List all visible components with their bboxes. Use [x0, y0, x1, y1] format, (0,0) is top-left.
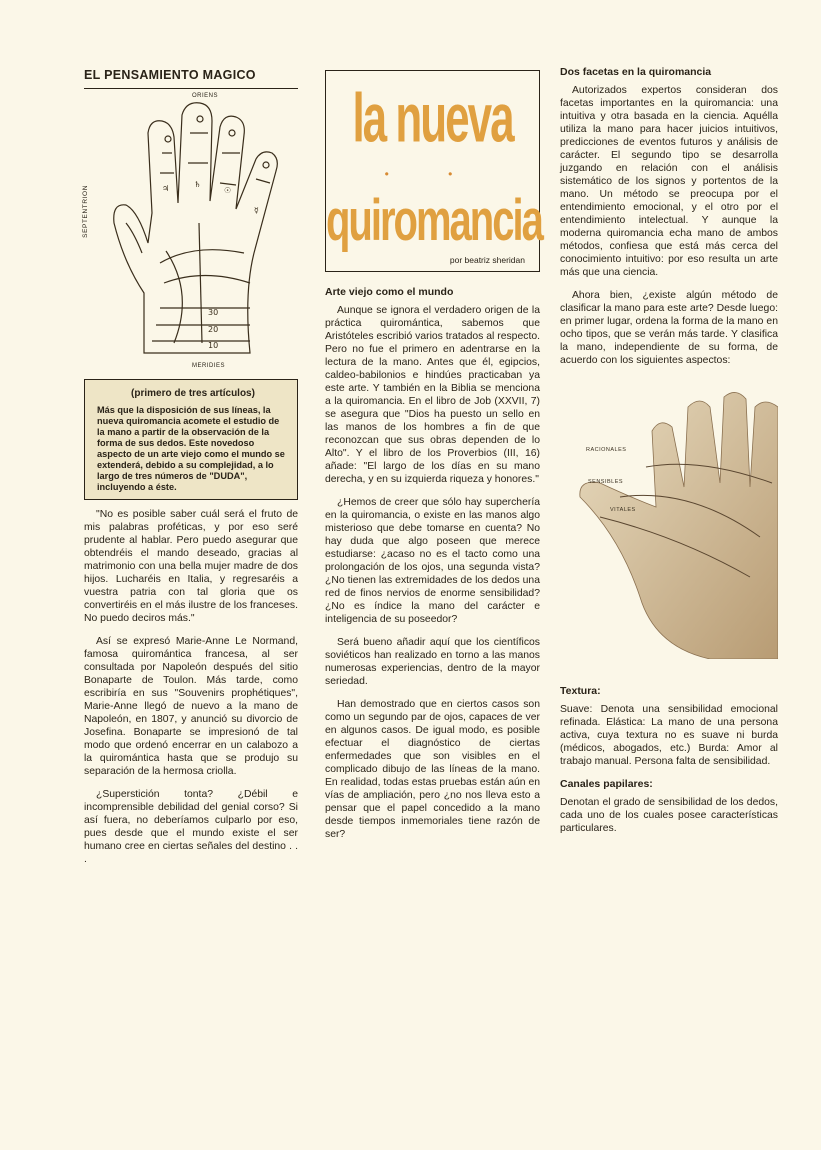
svg-text:30: 30 [208, 308, 219, 317]
infobox-text: Más que la disposición de sus líneas, la nueva quiromancia acomete el estudio de la mano a partir de la observación de la forma de sus dedos. Este novedoso aspecto de un arte viejo como el mundo se extenderá, debido a su complejidad, a lo largo de tres números de "DUDA", incluyendo a éste. [97, 405, 285, 492]
svg-text:♄: ♄ [194, 180, 202, 189]
article-title-box [325, 70, 540, 272]
svg-text:20: 20 [208, 325, 219, 334]
column-right [560, 60, 778, 845]
svg-text:☉: ☉ [224, 186, 232, 195]
paragraph: Han demostrado que en ciertos casos son como un segundo par de ojos, capaces de ver en algunos casos. De igual modo, es posible efectuar el diagnóstico de ciertas enfermedades que son visibles en el complicado dibujo de las líneas de la mano. En realidad, todas estas pruebas están aún en vías de ampliación, pero ¿no nos lleva esto a pensar que el papel concedido a la mano desde tiempos inmemoriales tiene razón de ser? [325, 699, 540, 840]
subhead: Dos facetas en la quiromancia [560, 66, 712, 78]
intro-infobox [84, 379, 298, 500]
palmistry-hand-illustration [84, 93, 298, 375]
svg-text:♃: ♃ [162, 184, 170, 193]
subhead-canales: Canales papilares: [560, 778, 653, 790]
photo-label-vitales: VITALES [610, 507, 636, 513]
paragraph: Suave: Denota una sensibilidad emocional refinada. Elástica: La mano de una persona activa, cuya textura no es suave ni burda (médicos, abogados, etc.) Burda: Amor al trabajo manual. Persona falta de sensibilidad. [560, 704, 778, 767]
section-title: EL PENSAMIENTO MAGICO [84, 68, 298, 89]
title-dots-decoration: • • [384, 167, 481, 181]
paragraph: Ahora bien, ¿existe algún método de clasificar la mano para este arte? Desde luego: en primer lugar, ordena la forma de la mano en ocho tipos, que se verán más tarde. Y clasifica la mano, independiente de su forma, de acuerdo con los siguientes aspectos: [560, 290, 778, 366]
photo-label-racionales: RACIONALES [586, 447, 627, 453]
subhead: Arte viejo como el mundo [325, 286, 454, 298]
subhead-textura: Textura: [560, 685, 601, 697]
infobox-title: (primero de tres artículos) [131, 388, 255, 399]
paragraph: Denotan el grado de sensibilidad de los dedos, cada uno de los cuales posee características particulares. [560, 797, 778, 834]
svg-text:10: 10 [208, 341, 219, 350]
paragraph: ¿Superstición tonta? ¿Débil e incomprensible debilidad del genial corso? Si así fuera, no deberíamos culparlo por eso, pues desde que el mundo existe el ser humano cree en ciertas señales del destino . . . [84, 789, 298, 865]
paragraph: Así se expresó Marie-Anne Le Normand, famosa quiromántica francesa, al ser consultada por Napoleón después del sitio Bonaparte de Toulon. Más tarde, como escribiría en sus "Souvenirs prophétiques", Marie-Anne llegó de nuevo a la mano de Napoleón, en 1807, y anunció su divorcio de Josefina. Bonaparte se impresionó de tal modo que ordenó encerrar en un calabozo a la quiromántica hasta que se produjo su separación de la hermosa criolla. [84, 636, 298, 777]
paragraph: Será bueno añadir aquí que los científicos soviéticos han realizado en torno a las manos numerosas experiencias, dentro de la mayor seriedad. [325, 637, 540, 687]
hand-top-label: ORIENS [192, 93, 219, 99]
hand-photo-image-icon [560, 387, 778, 659]
paragraph: ¿Hemos de creer que sólo hay superchería en la quiromancia, o existe en las manos algo misterioso que debe tomarse en cuenta? No hay duda que algo poseen que merece estudiarse: ¿acaso no es el tacto como una prolongación de los ojos, una segunda vista? ¿No tienen las extremidades de los dedos una red de finos nervios de enorme sensibilidad? ¿No es índice la mano del carácter e inteligencia de su poseedor? [325, 497, 540, 625]
article-title-line1: la nueva [352, 81, 513, 157]
paragraph: "No es posible saber cuál será el fruto de mis palabras proféticas, y por eso seré prudente al hablar. Pero puedo asegurar que obtendréis el mando deseado, gracias al matrimonio con una bella mujer madre de dos hijos. Lucharéis en Italia, y regresaréis a vuestra patria con tal gloria que os convertiréis en el más ilustre de los franceses. No puedo deciros más." [84, 509, 298, 624]
article-title-line2: quiromancia [326, 189, 542, 253]
hand-drawing-icon [104, 93, 294, 375]
column-left [84, 60, 298, 876]
paragraph: Aunque se ignora el verdadero origen de la práctica quiromántica, sabemos que Aristóteles escribió varios tratados al respecto. Pero no fue el primero en adentrarse en la lectura de la mano. Antes que él, egipcios, caldeo-babilonios e hindúes practicaban ya este arte. Y también en la Biblia se menciona a la quiromancia. En el libro de Job (XXVII, 7) se asegura que "Dios ha puesto un sello en las manos de los hombres a fin de que reconozcan que sus obras dependen de lo Alto". Y el libro de los Proverbios (III, 16) añade: "El largo de los días en su mano derecha, y en su izquierda riqueza y honores." [325, 305, 540, 485]
svg-text:☿: ☿ [254, 206, 259, 215]
column-middle [325, 60, 540, 851]
hand-photo [560, 387, 778, 659]
paragraph: Autorizados expertos consideran dos facetas importantes en la quiromancia: una intuitiva y otra basada en la ciencia. Aquélla utiliza la mano para hacer juicios intuitivos, predicciones de eventos futuros y análisis de carácter. El segundo tipo se desarrolla juzgando en relación con el análisis sistemático de los signos y portentos de la mano. Un método se preocupa por el entendimiento emocional, y el otro por el entendimiento intelectual. Y aunque la moderna quiromancia echa mano de ambos métodos, confiesa que está más cerca del conocimiento intuitivo: por eso resulta un arte más que una ciencia. [560, 85, 778, 278]
byline: por beatriz sheridan [449, 255, 525, 265]
hand-side-label: SEPTENTRION [82, 185, 89, 238]
photo-label-sensibles: SENSIBLES [588, 479, 624, 485]
hand-bottom-label: MERIDIES [192, 363, 226, 369]
